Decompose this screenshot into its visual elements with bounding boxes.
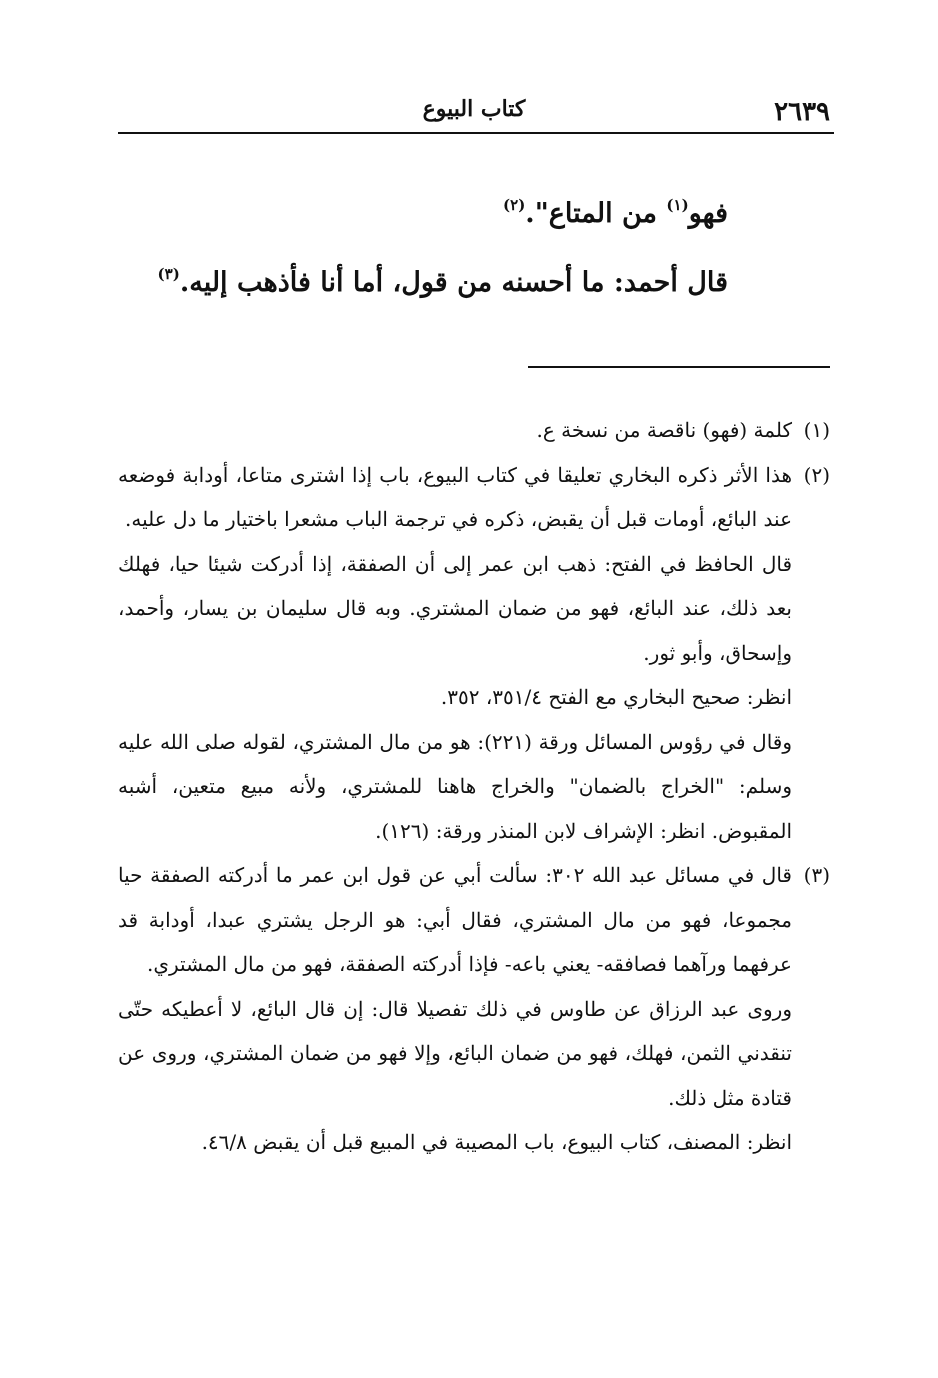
footnote-paragraph: هذا الأثر ذكره البخاري تعليقا في كتاب البيوع، باب إذا اشترى متاعا، أودابة فوضعه عند البائع، أومات قبل أن يقبض، ذكره في ترجمة الباب مشعرا باختيار ما دل عليه.	[118, 462, 792, 531]
main-line-1	[118, 175, 728, 244]
footnote-number: (١)	[803, 418, 830, 442]
footnote-separator	[528, 366, 830, 368]
page-header	[118, 92, 830, 132]
footnote-2	[118, 453, 830, 854]
footnote-ref-3: (٣)	[157, 265, 180, 283]
main-line-1-text: فهو	[688, 198, 728, 229]
footnote-ref-2: (٢)	[503, 196, 526, 214]
footnotes	[118, 408, 830, 1165]
footnote-text: كلمة (فهو) ناقصة من نسخة ع.	[536, 418, 792, 442]
footnote-paragraph: قال الحافظ في الفتح: ذهب ابن عمر إلى أن الصفقة، إذا أدركت شيئا حيا، فهلك بعد ذلك، عند البائع، فهو من ضمان المشتري. وبه قال سليمان بن يسار، وأحمد، وإسحاق، وأبو ثور.	[118, 551, 792, 665]
running-title: كتاب البيوع	[422, 96, 526, 122]
footnote-paragraph: قال في مسائل عبد الله ٣٠٢: سألت أبي عن قول ابن عمر ما أدركته الصفقة حيا مجموعا، فهو من مال المشتري، فقال أبي: هو الرجل يشتري عبدا، أودابة قد عرفهما ورآهما فصافقه- يعني باعه- فإذا أدركته الصفقة، فهو من مال المشتري.	[118, 863, 792, 976]
main-line-2-text: قال أحمد: ما أحسنه من قول، أما أنا فأذهب إليه.	[179, 267, 728, 298]
footnote-paragraph: انظر: المصنف، كتاب البيوع، باب المصيبة في المبيع قبل أن يقبض ٤٦/٨.	[201, 1130, 792, 1154]
page-number: ٢٦٣٩	[774, 97, 830, 127]
footnote-ref-1: (١)	[666, 196, 689, 214]
footnote-number: (٢)	[803, 462, 830, 487]
footnote-number: (٣)	[803, 863, 830, 887]
footnote-1	[118, 408, 830, 453]
footnote-paragraph: وقال في رؤوس المسائل ورقة (٢٢١): هو من مال المشتري، لقوله صلى الله عليه وسلم: "الخراج بالضمان" والخراج هاهنا للمشتري، ولأنه مبيع متعين، أشبه المقبوض. انظر: الإشراف لابن المنذر ورقة: (١٢٦).	[118, 729, 793, 843]
main-line-2	[118, 244, 728, 313]
footnote-3	[118, 853, 830, 1165]
main-text	[118, 175, 728, 313]
header-rule	[118, 132, 834, 134]
footnote-paragraph: وروى عبد الرزاق عن طاوس في ذلك تفصيلا قال: إن قال البائع، لا أعطيكه حتّى تنقدني الثمن، فهلك، فهو من ضمان البائع، وإلا فهو من ضمان المشتري، وروى عن قتادة مثل ذلك.	[118, 996, 792, 1110]
main-line-1-rest: من المتاع".	[525, 198, 667, 229]
footnote-paragraph: انظر: صحيح البخاري مع الفتح ٣٥١/٤، ٣٥٢.	[440, 685, 792, 709]
